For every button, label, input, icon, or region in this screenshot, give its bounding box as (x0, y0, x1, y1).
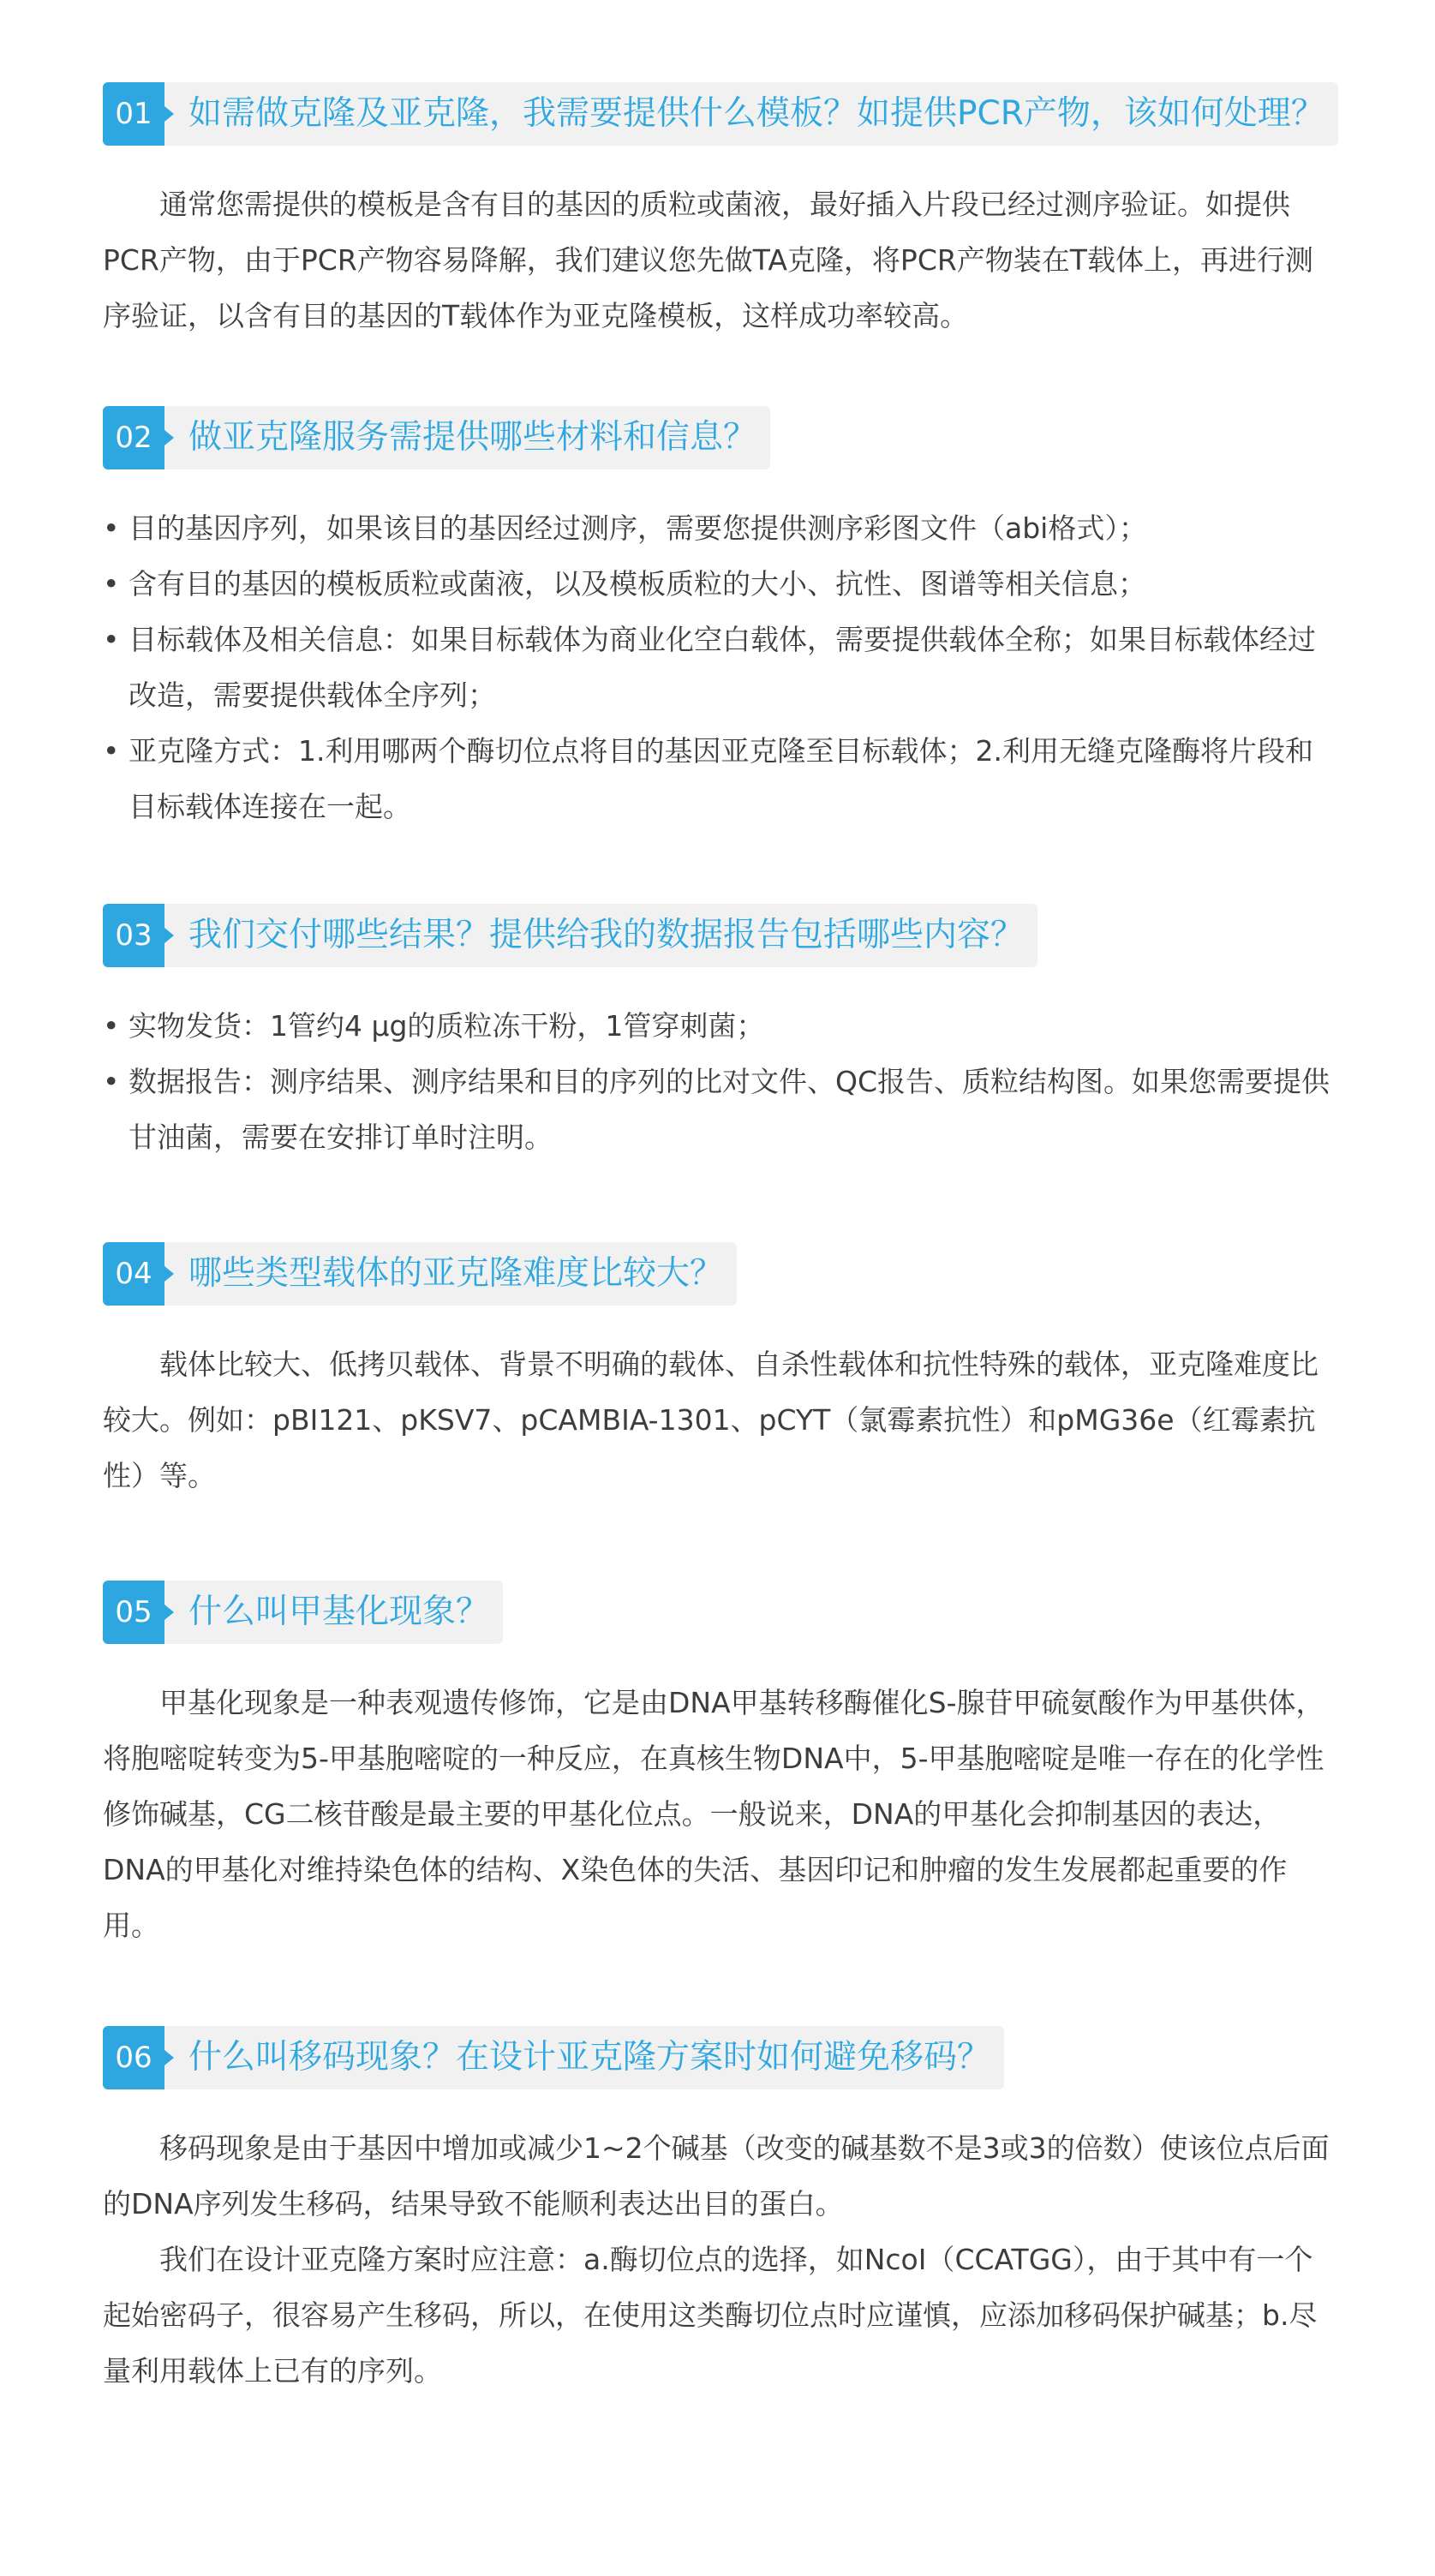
answer-paragraph: 载体比较大、低拷贝载体、背景不明确的载体、自杀性载体和抗性特殊的载体，亚克隆难度比较大。例如：pBI121、pKSV7、pCAMBIA-1301、pCYT（氯霉素抗性）和pMG36e（红霉素抗性）等。 (103, 1348, 1318, 1492)
list-item: • 数据报告：测序结果、测序结果和目的序列的比对文件、QC报告、质粒结构图。如果您需要提供甘油菌，需要在安排订单时注明。 (103, 1054, 1336, 1165)
question-number-badge: 05 (103, 1581, 164, 1644)
list-item: • 目标载体及相关信息：如果目标载体为商业化空白载体，需要提供载体全称；如果目标载体经过改造，需要提供载体全序列； (103, 612, 1336, 723)
answer-paragraph: 移码现象是由于基因中增加或减少1~2个碱基（改变的碱基数不是3或3的倍数）使该位点后面的DNA序列发生移码，结果导致不能顺利表达出目的蛋白。 (103, 2131, 1330, 2220)
question-header (103, 82, 1354, 146)
answer-list (103, 500, 1336, 834)
answer-body (103, 1675, 1336, 1953)
list-item: • 目的基因序列，如果该目的基因经过测序，需要您提供测序彩图文件（abi格式）； (103, 500, 1336, 556)
question-header (103, 1581, 1354, 1644)
question-header (103, 1242, 1354, 1306)
question-header (103, 904, 1354, 967)
faq-section-04 (103, 1242, 1354, 1503)
answer-paragraph: 甲基化现象是一种表观遗传修饰，它是由DNA甲基转移酶催化S-腺苷甲硫氨酸作为甲基供体，将胞嘧啶转变为5-甲基胞嘧啶的一种反应，在真核生物DNA中，5-甲基胞嘧啶是唯一存在的化学性修饰碱基，CG二核苷酸是最主要的甲基化位点。一般说来，DNA的甲基化会抑制基因的表达，DNA的甲基化对维持染色体的结构、X染色体的失活、基因印记和肿瘤的发生发展都起重要的作用。 (103, 1686, 1324, 1942)
faq-section-05 (103, 1581, 1354, 1953)
question-number-badge: 02 (103, 406, 164, 469)
question-number-badge: 01 (103, 82, 164, 146)
list-item: • 实物发货：1管约4 μg的质粒冻干粉，1管穿刺菌； (103, 998, 1336, 1054)
answer-body (103, 176, 1319, 344)
answer-body (103, 500, 1336, 834)
faq-section-03 (103, 904, 1354, 1165)
question-title: 什么叫甲基化现象？ (164, 1581, 503, 1644)
question-number-badge: 04 (103, 1242, 164, 1306)
list-item: • 亚克隆方式：1.利用哪两个酶切位点将目的基因亚克隆至目标载体；2.利用无缝克隆酶将片段和目标载体连接在一起。 (103, 723, 1336, 834)
faq-section-02 (103, 406, 1354, 834)
answer-body (103, 1336, 1336, 1503)
question-title: 什么叫移码现象？在设计亚克隆方案时如何避免移码？ (164, 2026, 1004, 2089)
question-header (103, 406, 1354, 469)
question-title: 我们交付哪些结果？提供给我的数据报告包括哪些内容？ (164, 904, 1037, 967)
answer-list (103, 998, 1336, 1165)
question-title: 做亚克隆服务需提供哪些材料和信息？ (164, 406, 770, 469)
question-header (103, 2026, 1354, 2089)
answer-paragraph: 我们在设计亚克隆方案时应注意：a.酶切位点的选择，如NcoI（CCATGG），由于其中有一个起始密码子，很容易产生移码，所以，在使用这类酶切位点时应谨慎，应添加移码保护碱基；b.尽量利用载体上已有的序列。 (103, 2243, 1318, 2388)
list-item: • 含有目的基因的模板质粒或菌液，以及模板质粒的大小、抗性、图谱等相关信息； (103, 556, 1336, 612)
question-number-badge: 06 (103, 2026, 164, 2089)
faq-section-01 (103, 82, 1354, 344)
question-number-badge: 03 (103, 904, 164, 967)
faq-section-06 (103, 2026, 1354, 2399)
answer-body (103, 998, 1336, 1165)
answer-paragraph: 通常您需提供的模板是含有目的基因的质粒或菌液，最好插入片段已经过测序验证。如提供PCR产物，由于PCR产物容易降解，我们建议您先做TA克隆，将PCR产物装在T载体上，再进行测序验证，以含有目的基因的T载体作为亚克隆模板，这样成功率较高。 (103, 188, 1313, 332)
question-title: 哪些类型载体的亚克隆难度比较大？ (164, 1242, 737, 1306)
question-title: 如需做克隆及亚克隆，我需要提供什么模板？如提供PCR产物，该如何处理？ (164, 82, 1338, 146)
answer-body (103, 2120, 1336, 2399)
